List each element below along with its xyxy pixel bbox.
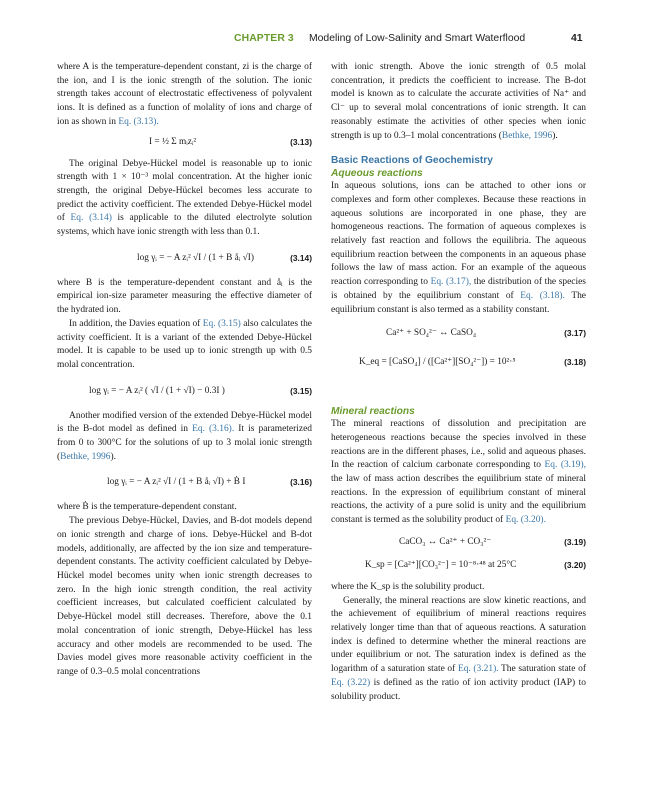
equation-formula: log γᵢ = − A zᵢ² √I / (1 + B åᵢ √I) <box>137 252 254 263</box>
left-column <box>57 61 312 680</box>
running-header <box>0 33 648 49</box>
equation <box>331 326 586 344</box>
equation-link[interactable]: Eq. (3.13). <box>118 116 159 127</box>
right-column <box>331 61 586 704</box>
paragraph: The mineral reactions of dissolution and precipitation are heterogeneous reactions because the species involved in these reactions are in the different phases, i.e., solid and aqueous phases. In the reaction of calcium carbonate corresponding to Eq. (3.19), the law of mass action describes the equilibrium state of mineral reactions. In the expression of equilibrium constant of mineral reactions, the activity of a pure solid is unity and the equilibrium constant is termed as the solubility product of Eq. (3.20). <box>331 419 586 526</box>
chapter-label: CHAPTER 3 <box>234 33 294 44</box>
equation-link[interactable]: Eq. (3.16). <box>192 424 235 435</box>
equation-link[interactable]: Eq. (3.20). <box>505 515 546 526</box>
equation-link[interactable]: Eq. (3.15) <box>202 318 241 329</box>
paragraph: where Ḃ is the temperature-dependent constant. <box>57 502 237 513</box>
equation-formula: I = ½ Σ mᵢzᵢ² <box>149 136 197 147</box>
equation-formula: log γᵢ = − A zᵢ² ( √I / (1 + √I) − 0.3I ) <box>89 385 225 396</box>
paragraph: with ionic strength. Above the ionic strength of 0.5 molal concentration, it predicts the coefficient to increase. The B-dot model is known as to calculate the accurate activities of Na⁺ and Cl⁻ up to several molal concentrations of ionic strength. It can reasonably estimate the activities of other species when ionic strength is up to 0.3–1 molal concentrations (Bethke, 1996). <box>331 62 586 141</box>
section-heading: Basic Reactions of Geochemistry <box>331 155 493 167</box>
equation <box>57 469 312 496</box>
equation <box>331 558 586 576</box>
equation-number: (3.14) <box>290 252 312 263</box>
paragraph: Generally, the mineral reactions are slow kinetic reactions, and the achievement of equilibrium of mineral reactions requires relatively longer time than that of aqueous reactions. A saturation index is defined to determine whether the mineral reactions are under equilibrium or not. The saturation index is defined as the logarithm of a saturation state of Eq. (3.21). The saturation state of Eq. (3.22) is defined as the ratio of ion activity product (IAP) to solubility product. <box>331 595 586 702</box>
equation-formula: log γᵢ = − A zᵢ² √I / (1 + B åᵢ √I) + Ḃ I <box>107 477 246 488</box>
citation-link[interactable]: Bethke, 1996 <box>501 130 553 141</box>
equation-number: (3.19) <box>564 536 586 547</box>
equation <box>57 245 312 272</box>
citation-link[interactable]: Bethke, 1996 <box>60 451 111 462</box>
paragraph: The original Debye-Hückel model is reasonable up to ionic strength with 1 × 10⁻³ molal concentration. At the higher ionic strength, the original Debye-Hückel becomes less accurate to predict the activity coefficient. The extended Debye-Hückel model of Eq. (3.14) is applicable to the diluted electrolyte solution systems, which have ionic strength with less than 0.1. <box>57 158 312 238</box>
equation <box>57 378 312 405</box>
equation-formula: K_sp = [Ca²⁺][CO₃²⁻] = 10⁻⁸·⁴⁸ at 25°C <box>365 559 517 570</box>
subsection-heading: Mineral reactions <box>331 406 415 418</box>
paragraph: In aqueous solutions, ions can be attached to other ions or complexes and form other complexes. Because these reactions in aqueous solutions are incorporated in one phase, they are homogeneous reactions. The formation of aqueous complexes is relatively fast reaction and follows the equilibria. The aqueous equilibrium reaction between the components in an aqueous phase follows the law of mass action. For an example of the aqueous reaction corresponding to Eq. (3.17), the distribution of the species is obtained by the equilibrium constant of Eq. (3.18). The equilibrium constant is also termed as a stability constant. <box>331 181 586 315</box>
equation-number: (3.15) <box>290 385 312 396</box>
paragraph: The previous Debye-Hückel, Davies, and B-dot models depend on ionic strength and charge of ions. Debye-Hückel and B-dot models, additionally, are affected by the ion size and temperature-dependent constants. The activity coefficient calculated by Debye-Hückel model becomes unity when ionic strength decreases to zero. In the high ionic strength condition, the real activity coefficient increases, but calculated coefficient calculated by Debye-Hückel model still decreases. Therefore, above the 0.1 molal concentration of ionic strength, Debye-Hückel has less accuracy and other models are recommended to be used. The Davies model gives more reasonable activity coefficient in the range of 0.3–0.5 molal concentrations <box>57 516 312 677</box>
equation-link[interactable]: Eq. (3.14) <box>70 213 112 224</box>
equation-number: (3.17) <box>564 328 586 339</box>
equation-link[interactable]: Eq. (3.22) <box>331 677 371 688</box>
equation-formula: CaCO₃ ↔ Ca²⁺ + CO₃²⁻ <box>399 536 492 547</box>
equation-number: (3.13) <box>290 136 312 147</box>
equation-link[interactable]: Eq. (3.21). <box>457 664 499 675</box>
equation-number: (3.20) <box>564 559 586 570</box>
equation-link[interactable]: Eq. (3.19), <box>544 460 586 471</box>
equation-link[interactable]: Eq. (3.18). <box>520 290 565 301</box>
equation-formula: K_eq = [CaSO₄] / ([Ca²⁺][SO₄²⁻]) = 10²·⁵ <box>359 357 516 368</box>
subsection-heading: Aqueous reactions <box>331 168 423 180</box>
paragraph: Another modified version of the extended Debye-Hückel model is the B-dot model as defined in Eq. (3.16). It is parameterized from 0 to 300°C for the solutions of up to 3 molal ionic strength (Bethke, 1996). <box>57 410 312 462</box>
equation <box>331 535 586 553</box>
equation <box>331 349 586 376</box>
paragraph: In addition, the Davies equation of Eq. (3.15) also calculates the activity coefficient. It is a variant of the extended Debye-Hückel model. It is capable to be used up to ionic strength up with 0.5 molal concentration. <box>57 318 312 370</box>
equation-number: (3.16) <box>290 477 312 488</box>
page-number: 41 <box>571 33 583 44</box>
paragraph: where B is the temperature-dependent constant and åᵢ is the empirical ion-size parameter measuring the effective diameter of the hydrated ion. <box>57 277 312 316</box>
equation-link[interactable]: Eq. (3.17), <box>430 277 472 288</box>
chapter-title: Modeling of Low-Salinity and Smart Waterflood <box>309 33 526 44</box>
equation-formula: Ca²⁺ + SO₄²⁻ ↔ CaSO₄ <box>386 328 477 339</box>
paragraph: where A is the temperature-dependent constant, zi is the charge of the ion, and I is the ionic strength of the solution. The ionic strength takes account of electrostatic effectiveness of polyvalent ions. It is defined as a function of molality of ions and charge of ion as shown in Eq. (3.13). <box>57 62 312 127</box>
paragraph: where the K_sp is the solubility product. <box>331 581 485 592</box>
equation <box>57 135 312 153</box>
equation-number: (3.18) <box>564 357 586 368</box>
